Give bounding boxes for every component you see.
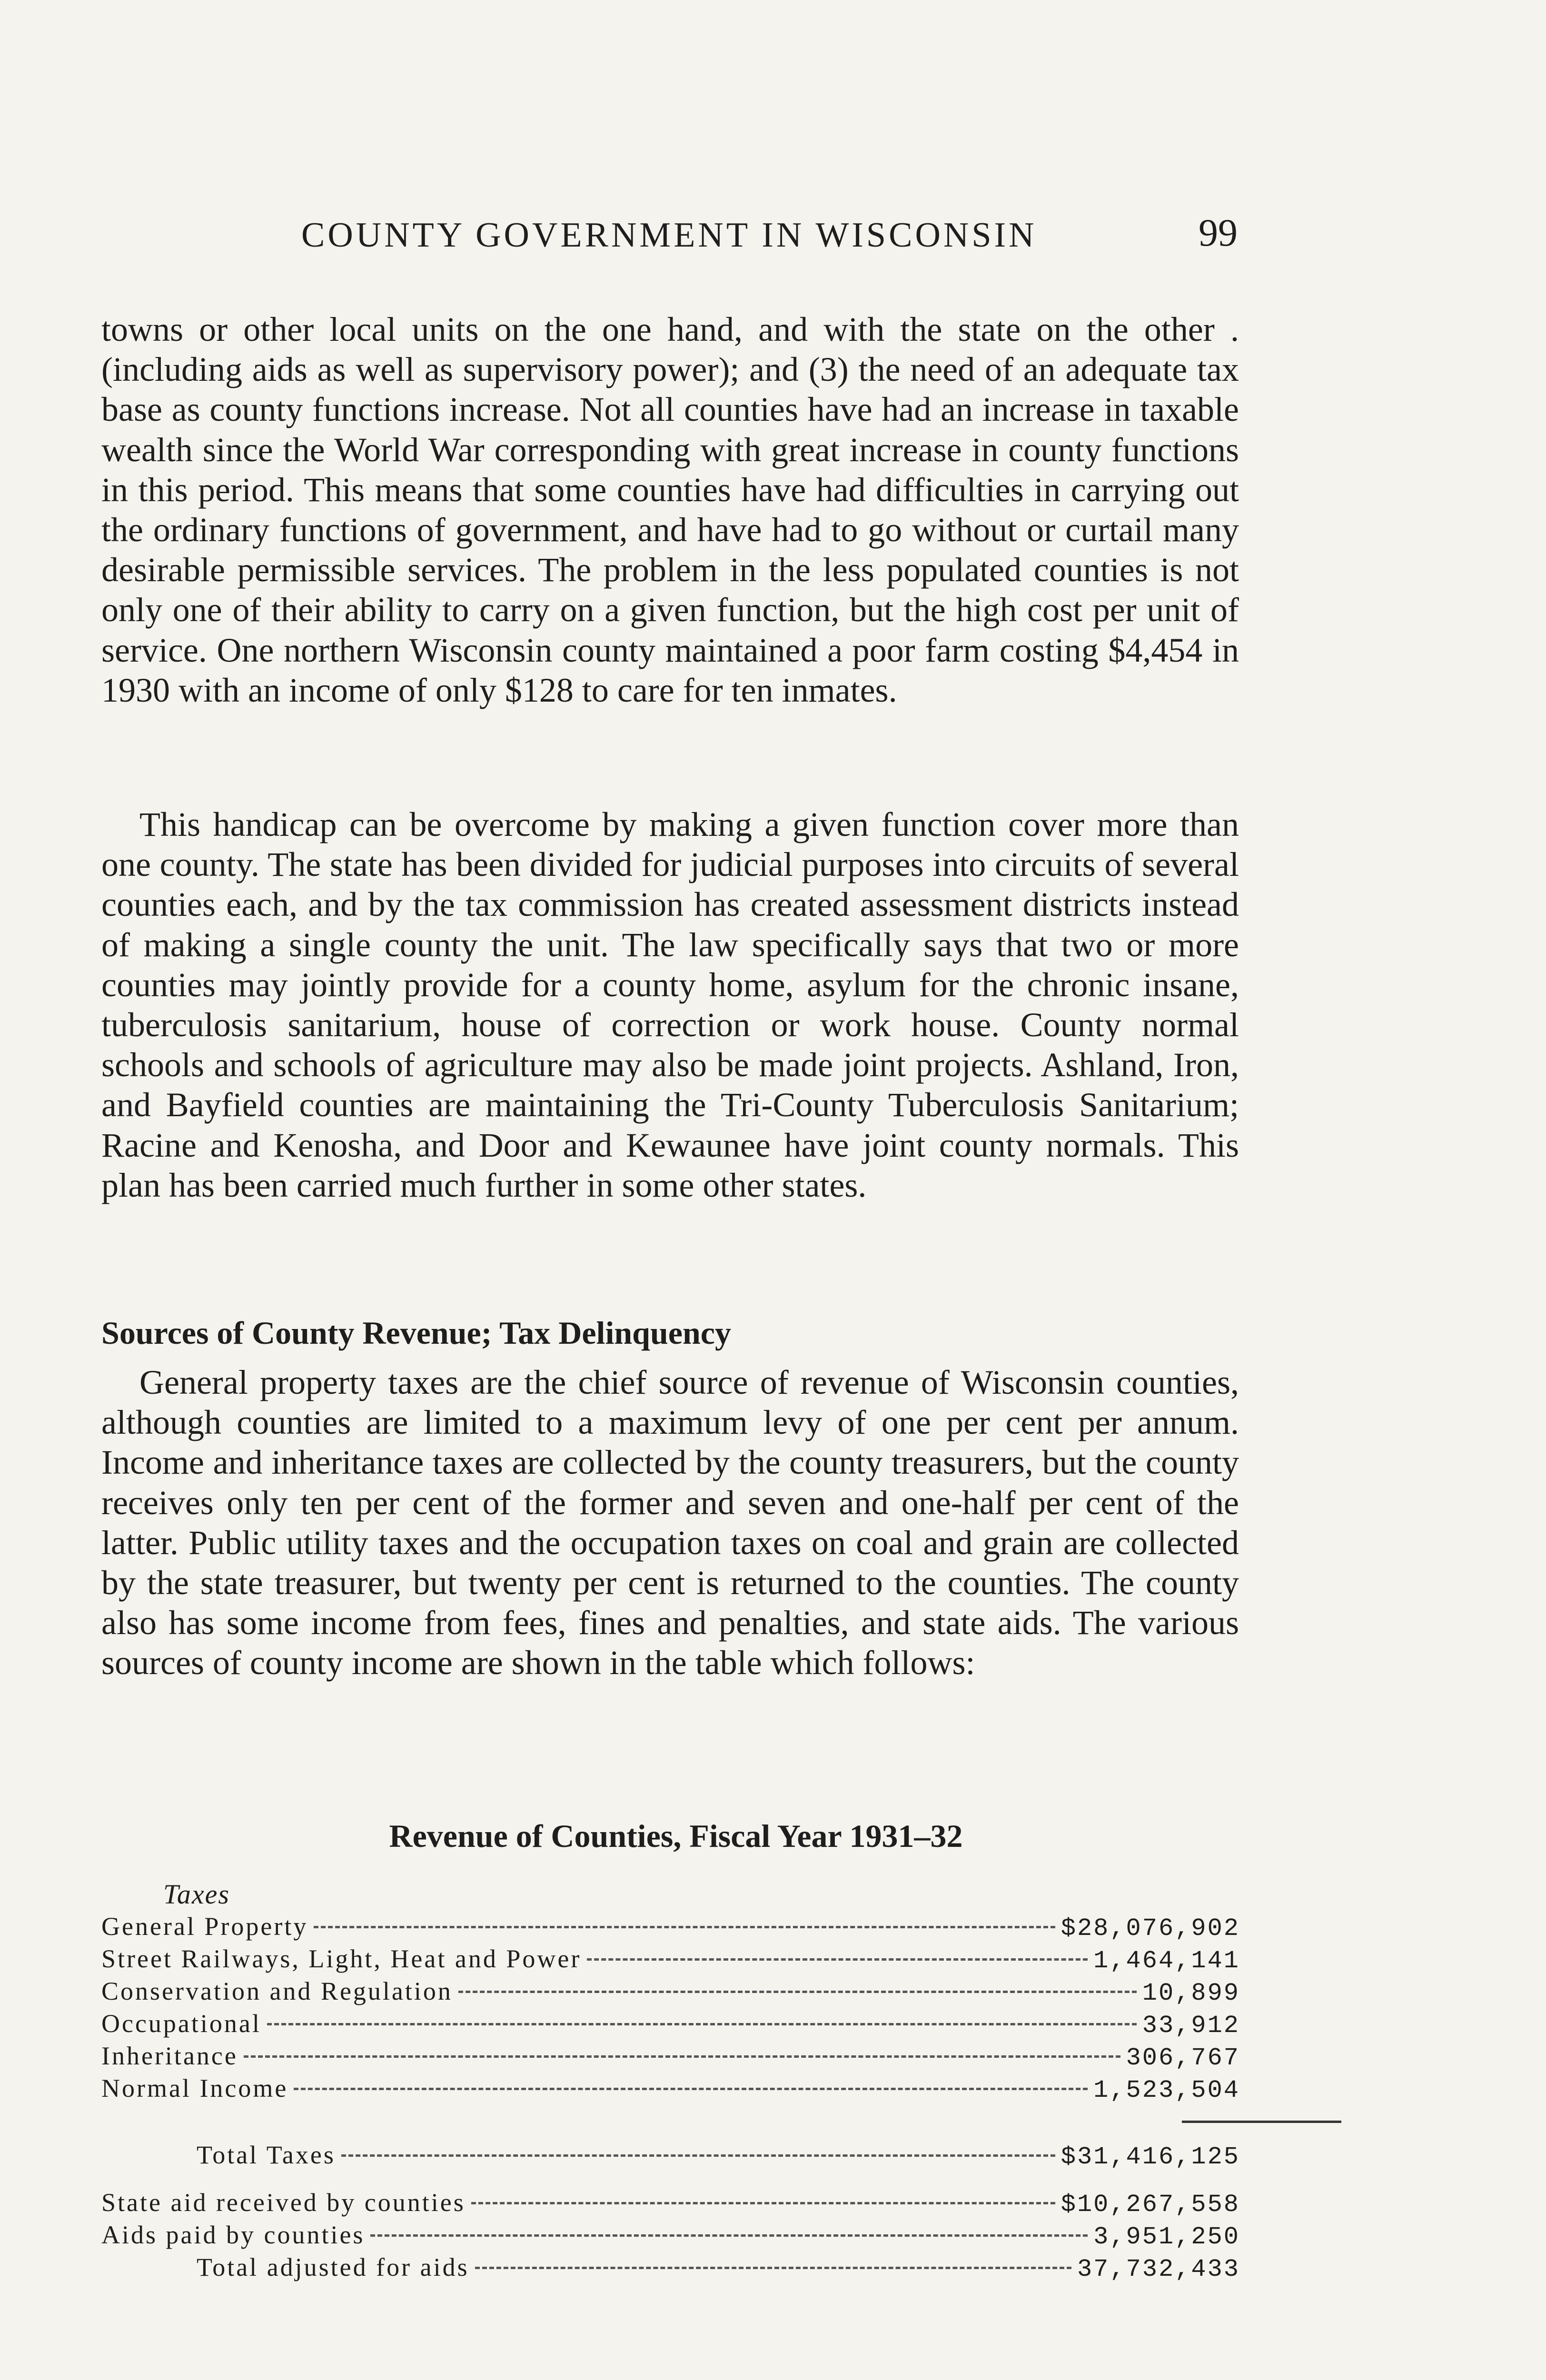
table-row: [101, 2073, 1240, 2106]
leader-dots: [267, 2023, 1137, 2025]
row-label: General Property: [101, 1912, 308, 1941]
row-label: Normal Income: [101, 2074, 288, 2102]
total-label: Total Taxes: [197, 2141, 336, 2169]
table-row: [101, 2009, 1240, 2041]
leader-dots: [587, 1958, 1088, 1961]
leader-dots: [458, 1990, 1137, 1993]
paragraph-3-text: General property taxes are the chief source of revenue of Wisconsin counties, although counties are limited to a maximum levy of one per cent per annum. Income and inheritance taxes are collected by the county treasurers, but the county receives only ten per cent of the former and seven and one-half per cent of the latter. Public utility taxes and the occupation taxes on coal and grain are collected by the state treasurer, but twenty per cent is returned to the counties. The county also has some income from fees, fines and penalties, and state aids. The various sources of county income are shown in the table which follows:: [101, 1363, 1239, 1682]
section-heading: Sources of County Revenue; Tax Delinquency: [101, 1315, 731, 1351]
paragraph-3: [101, 1362, 1239, 1683]
total-row: [101, 2140, 1240, 2172]
leader-dots: [244, 2055, 1120, 2058]
table-row: [101, 1976, 1240, 2009]
table-row: [101, 2041, 1240, 2073]
aid-value: 3,951,250: [1093, 2223, 1240, 2251]
page-number: 99: [1199, 211, 1238, 254]
row-value: 1,464,141: [1093, 1947, 1240, 1975]
running-header: [301, 206, 1238, 259]
aid-value: $10,267,558: [1060, 2191, 1240, 2219]
leader-dots: [370, 2234, 1088, 2237]
leader-dots: [314, 1925, 1055, 1928]
aid-row: [101, 2220, 1240, 2252]
leader-dots: [341, 2154, 1055, 2157]
paragraph-2: [101, 804, 1239, 1205]
aid-row: [101, 2188, 1240, 2220]
sum-rule: [1182, 2121, 1341, 2123]
adjusted-value: 37,732,433: [1077, 2255, 1240, 2283]
row-value: 33,912: [1142, 2012, 1240, 2040]
aid-label: State aid received by counties: [101, 2188, 466, 2217]
paragraph-2-text: This handicap can be overcome by making a given function cover more than one county. The state has been divided for judicial purposes into circuits of several counties each, and by the tax commission has created assessment districts instead of making a single county the unit. The law specifically says that two or more counties may jointly provide for a county home, asylum for the chronic insane, tuberculosis sanitarium, house of correction or work house. County normal schools and schools of agriculture may also be made joint projects. Ashland, Iron, and Bayfield counties are maintaining the Tri-County Tuberculosis Sanitarium; Racine and Kenosha, and Door and Kewaunee have joint county normals. This plan has been carried much further in some other states.: [101, 805, 1239, 1204]
row-value: $28,076,902: [1060, 1914, 1240, 1943]
adjusted-total-row: [101, 2252, 1240, 2285]
adjusted-label: Total adjusted for aids: [197, 2253, 469, 2281]
header-title: COUNTY GOVERNMENT IN WISCONSIN: [301, 216, 1037, 255]
table-category: Taxes: [163, 1879, 230, 1910]
row-value: 10,899: [1142, 1979, 1240, 2007]
total-value: $31,416,125: [1060, 2143, 1240, 2171]
leader-dots: [294, 2087, 1088, 2090]
row-label: Conservation and Regulation: [101, 1977, 453, 2005]
row-value: 1,523,504: [1093, 2076, 1240, 2104]
table-row: [101, 1944, 1240, 1976]
leader-dots: [475, 2266, 1071, 2269]
paragraph-1: [101, 309, 1239, 710]
aid-label: Aids paid by counties: [101, 2221, 365, 2249]
paragraph-1-text: towns or other local units on the one hand, and with the state on the other .(including aids as well as supervisory power); and (3) the need of an adequate tax base as county functions increase. Not all counties have had an increase in taxable wealth since the World War corresponding with great increase in county functions in this period. This means that some counties have had difficulties in carrying out the ordinary functions of government, and have had to go without or curtail many desirable permissible services. The problem in the less populated counties is not only one of their ability to carry on a given function, but the high cost per unit of service. One northern Wisconsin county maintained a poor farm costing $4,454 in 1930 with an income of only $128 to care for ten inmates.: [101, 310, 1239, 709]
row-value: 306,767: [1126, 2044, 1240, 2072]
table-row: [101, 1912, 1240, 1944]
row-label: Street Railways, Light, Heat and Power: [101, 1944, 582, 1973]
row-label: Inheritance: [101, 2042, 238, 2070]
row-label: Occupational: [101, 2009, 261, 2038]
leader-dots: [471, 2202, 1055, 2204]
table-title: Revenue of Counties, Fiscal Year 1931–32: [389, 1818, 963, 1854]
